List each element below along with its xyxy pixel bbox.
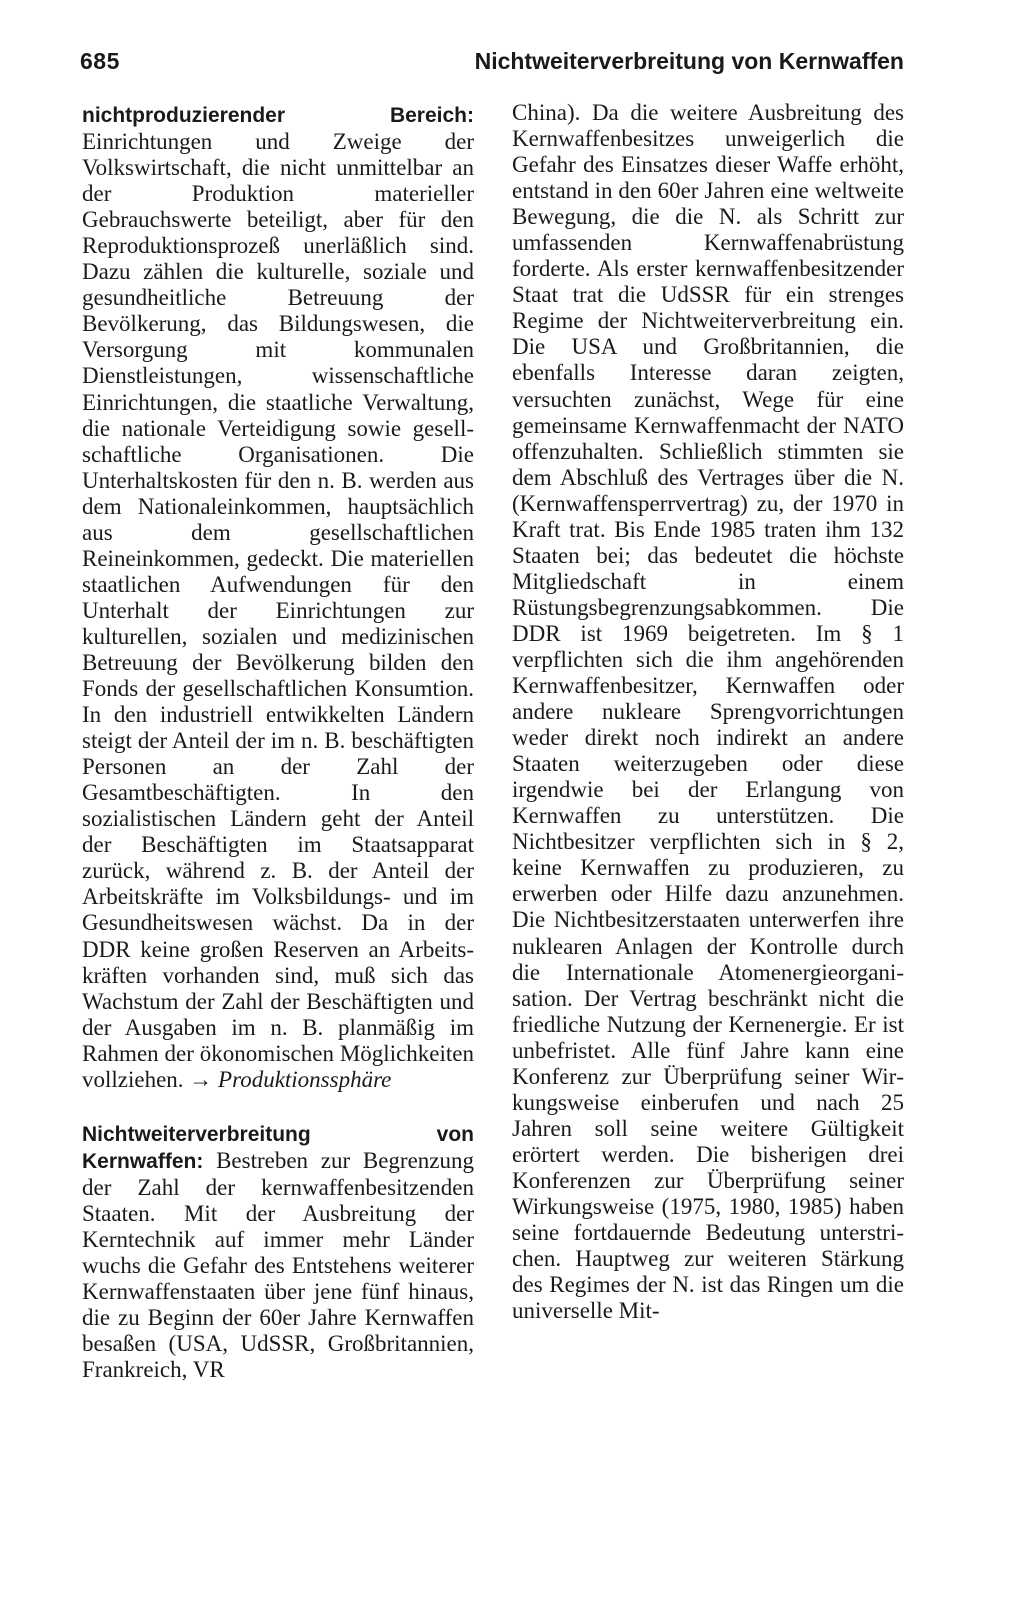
entry-body-continued: China). Da die weitere Ausbreitung des Kernwaffenbesitzes unweigerlich die Gefahr des Einsatzes dieser Waffe erhöht, entstand in den 60er Jahren eine weltweite Bewegung, die die N. als Schritt zur umfassenden Kernwaffenabrüstung forderte. Als erster kernwaffenbesitzender Staat trat die UdSSR für ein strenges Regime der Nichtweiterverbreitung ein. Die USA und Großbritannien, die ebenfalls Interesse daran zeigten, versuchten zunächst, Wege für eine gemeinsame Kernwaffenmacht der NATO offenzuhalten. Schließlich stimmten sie dem Abschluß des Vertrages über die N. (Kernwaffensperrvertrag) zu, der 1970 in Kraft trat. Bis Ende 1985 traten ihm 132 Staaten bei; das bedeutet die höchste Mitgliedschaft in einem Rüstungsbegrenzungsabkommen. Die DDR ist 1969 beigetreten. Im § 1 verpflichten sich die ihm angehörenden Kernwaffenbesitzer, Kernwaffen oder andere nukleare Sprengvorrichtungen weder direkt noch indirekt an andere Staaten weiterzugeben oder diese irgendwie bei der Erlangung von Kernwaffen zu unterstützen. Die Nichtbesitzer verpflichten sich in § 2, keine Kernwaffen zu produzieren, zu erwerben oder Hilfe dazu anzunehmen. Die Nichtbesitzerstaaten unterwerfen ihre nuklearen Anlagen der Kontrolle durch die Internationale Atomenergieorganisation. Der Vertrag beschränkt nicht die friedliche Nutzung der Kernenergie. Er ist unbefristet. Alle fünf Jahre kann eine Konferenz zur Überprüfung seiner Wirkungsweise einberufen und nach 25 Jahren soll seine weitere Gültigkeit erörtert werden. Die bisherigen drei Konferenzen zur Überprüfung seiner Wirkungsweise (1975, 1980, 1985) haben seine fortdauernde Bedeutung unterstrichen. Hauptweg zur weiteren Stärkung des Regimes der N. ist das Ringen um die universelle Mit- xyxy=(512,100,904,1324)
cross-reference-arrow: → xyxy=(183,1066,219,1092)
page-number: 685 xyxy=(80,48,120,74)
running-head: Nichtweiterverbreitung von Kernwaffen xyxy=(474,48,904,74)
right-column xyxy=(512,100,904,1324)
left-column xyxy=(82,102,474,1383)
dictionary-entry-nichtweiterverbreitung xyxy=(82,1121,474,1383)
entry-body: Bestreben zur Begrenzung der Zahl der kernwaffenbesitzenden Staaten. Mit der Ausbreitung der Kerntechnik auf immer mehr Länder wuchs die Gefahr des Entstehens weiterer Kernwaffenstaaten über jene fünf hinaus, die zu Beginn der 60er Jahre Kernwaffen besaßen (USA, UdSSR, Großbritannien, Frankreich, VR xyxy=(82,1147,474,1383)
entry-term: nichtproduzierender Bereich: xyxy=(82,104,474,127)
entry-term: Nichtweiterverbreitung von Kernwaffen: xyxy=(82,1122,474,1173)
entry-body: Einrichtungen und Zweige der Volkswirtschaft, die nicht unmittelbar an der Produktion materieller Gebrauchswerte beteiligt, aber für den Reproduktionsprozeß unerläßlich sind. Dazu zählen die kulturelle, soziale und gesundheitliche Betreuung der Bevölkerung, das Bildungswesen, die Versorgung mit kommunalen Dienstleistungen, wissenschaftliche Einrichtungen, die staatliche Verwaltung, die nationale Verteidigung sowie gesellschaftliche Organisationen. Die Unterhaltskosten für den n. B. werden aus dem Nationaleinkommen, hauptsächlich aus dem gesellschaftlichen Reineinkommen, gedeckt. Die materiellen staatlichen Aufwendungen für den Unterhalt der Einrichtungen zur kulturellen, sozialen und medizinischen Betreuung der Bevölkerung bilden den Fonds der gesellschaftlichen Konsumtion. In den industriell entwikkelten Ländern steigt der Anteil der im n. B. beschäftigten Personen an der Zahl der Gesamtbeschäftigten. In den sozialistischen Ländern geht der Anteil der Beschäftigten im Staatsapparat zurück, während z. B. der Anteil der Arbeitskräfte im Volksbildungs- und im Gesundheitswesen wächst. Da in der DDR keine großen Reserven an Arbeitskräften vorhanden sind, muß sich das Wachstum der Zahl der Beschäftigten und der Ausgaben im n. B. planmäßig im Rahmen der ökonomischen Möglichkeiten vollziehen. xyxy=(82,129,474,1092)
cross-reference-link[interactable]: Produktionssphäre xyxy=(218,1066,392,1092)
dictionary-entry-nichtproduzierender-bereich xyxy=(82,102,474,1093)
